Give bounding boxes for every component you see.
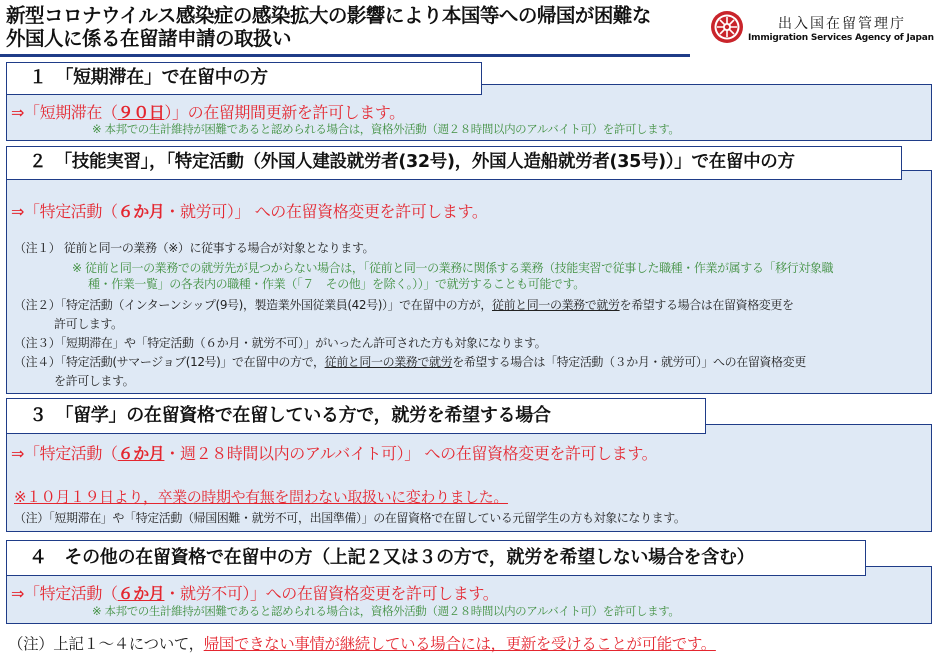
immigration-agency-emblem-icon <box>710 10 744 44</box>
section-2-note-1-sub-line2: 種・作業一覧」の各表内の職種・作業（「７ その他」を除く。））」で就労することも可能です。 <box>88 277 585 291</box>
section-2-note-1-sub-line1: ※ 従前と同一の業務での就労先が見つからない場合は，「従前と同一の業務に関係する業務（技能実習で従事した職種・作業が属する「移行対象職 <box>72 261 834 275</box>
page-title-line2: 外国人に係る在留諸申請の取扱い <box>6 27 292 50</box>
section-1-heading: １ 「短期滞在」で在留中の方 <box>6 62 482 95</box>
section-4-note: ※ 本邦での生計維持が困難であると認められる場合は，資格外活動（週２８時間以内のアルバイト可）を許可します。 <box>92 604 680 618</box>
section-2-note-1: （注１） 従前と同一の業務（※）に従事する場合が対象となります。 <box>14 241 375 255</box>
section-2-note-3: （注３）「短期滞在」や「特定活動（６か月・就労不可）」がいったん許可された方も対象になります。 <box>14 336 547 350</box>
footer-note: （注）上記１～４について，帰国できない事情が継続している場合には，更新を受けることが可能です。 <box>8 635 716 653</box>
footer-note-highlight: 帰国できない事情が継続している場合には，更新を受けることが可能です。 <box>203 635 716 653</box>
section-2-note-4-line2: を許可します。 <box>54 374 135 388</box>
agency-name-en: Immigration Services Agency of Japan <box>748 33 934 43</box>
page-title <box>6 4 651 50</box>
section-2-note-4: （注４）「特定活動(サマージョブ(12号)」で在留中の方で，従前と同一の業務で就労を希望する場合は「特定活動（３か月・就労可）」への在留資格変更 <box>14 355 806 369</box>
title-underline <box>0 54 690 57</box>
section-4-main: ⇒「特定活動（６か月・就労不可）」への在留資格変更を許可します。 <box>11 584 499 603</box>
period-6-months: ６か月 <box>117 584 165 603</box>
period-6-months: ６か月 <box>117 444 165 463</box>
section-3-main: ⇒「特定活動（６か月・週２８時間以内のアルバイト可）」 への在留資格変更を許可します。 <box>11 444 658 463</box>
section-3-note: （注）「短期滞在」や「特定活動（帰国困難・就労不可，出国準備）」の在留資格で在留している元留学生の方も対象になります。 <box>14 511 686 525</box>
agency-name-ja: 出入国在留管理庁 <box>778 16 906 32</box>
agency-logo <box>710 10 938 50</box>
period-6-months: ６か月 <box>117 202 165 221</box>
section-4-heading: ４ その他の在留資格で在留中の方（上記２又は３の方で，就労を希望しない場合を含む） <box>6 540 866 576</box>
section-1-note: ※ 本邦での生計維持が困難であると認められる場合は，資格外活動（週２８時間以内のアルバイト可）を許可します。 <box>92 122 680 136</box>
period-90-days: ９０日 <box>117 103 165 122</box>
section-2-main: ⇒「特定活動（６か月・就労可）」 への在留資格変更を許可します。 <box>11 202 488 221</box>
section-2-heading: ２ 「技能実習」，「特定活動（外国人建設就労者(32号)，外国人造船就労者(35号)）」で在留中の方 <box>6 146 902 180</box>
section-2-note-2-line2: 許可します。 <box>54 317 123 331</box>
page-header <box>0 0 939 58</box>
section-3-notice: ※１０月１９日より，卒業の時期や有無を問わない取扱いに変わりました。 <box>14 488 508 506</box>
section-3-heading: ３ 「留学」の在留資格で在留している方で，就労を希望する場合 <box>6 398 706 434</box>
section-1-main: ⇒「短期滞在（９０日）」の在留期間更新を許可します。 <box>11 103 405 122</box>
section-2-note-2: （注２）「特定活動（インターンシップ(9号)，製造業外国従業員(42号)）」で在留中の方が，従前と同一の業務で就労を希望する場合は在留資格変更を <box>14 298 794 312</box>
page-title-line1: 新型コロナウイルス感染症の感染拡大の影響により本国等への帰国が困難な <box>6 4 651 27</box>
